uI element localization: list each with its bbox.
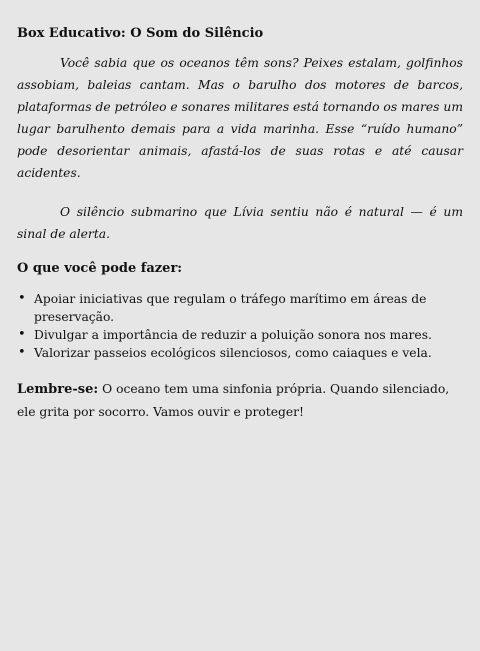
list-item xyxy=(17,326,463,344)
bullet-icon: • xyxy=(18,345,26,360)
paragraph-spacer xyxy=(17,184,463,201)
alert-paragraph: O silêncio submarino que Lívia sentiu não é natural — é um sinal de alerta. xyxy=(17,205,463,241)
bullet-icon: • xyxy=(18,327,26,342)
reminder-text: O oceano tem uma sinfonia própria. Quando silenciado, ele grita por socorro. Vamos ouvir e proteger! xyxy=(17,382,450,419)
list-item-text: Divulgar a importância de reduzir a poluição sonora nos mares. xyxy=(34,328,432,342)
reminder-label: Lembre-se: xyxy=(17,382,99,397)
actions-heading: O que você pode fazer: xyxy=(17,261,183,276)
list-item xyxy=(17,290,463,326)
actions-list xyxy=(17,290,463,362)
list-item-text: Valorizar passeios ecológicos silenciosos, como caiaques e vela. xyxy=(34,346,432,360)
box-title: Box Educativo: O Som do Silêncio xyxy=(17,26,264,41)
bullet-icon: • xyxy=(18,291,26,306)
intro-paragraph: Você sabia que os oceanos têm sons? Peixes estalam, golfinhos assobiam, baleias cantam. Mas o barulho dos motores de barcos, plataformas de petróleo e sonares militares está tornando os mares um lugar barulhento demais para a vida marinha. Esse “ruído humano” pode desorientar animais, afastá-los de suas rotas e até causar acidentes. xyxy=(17,56,463,180)
list-item xyxy=(17,344,463,362)
reminder-paragraph xyxy=(17,378,463,423)
list-item-text: Apoiar iniciativas que regulam o tráfego marítimo em áreas de preservação. xyxy=(34,292,427,324)
